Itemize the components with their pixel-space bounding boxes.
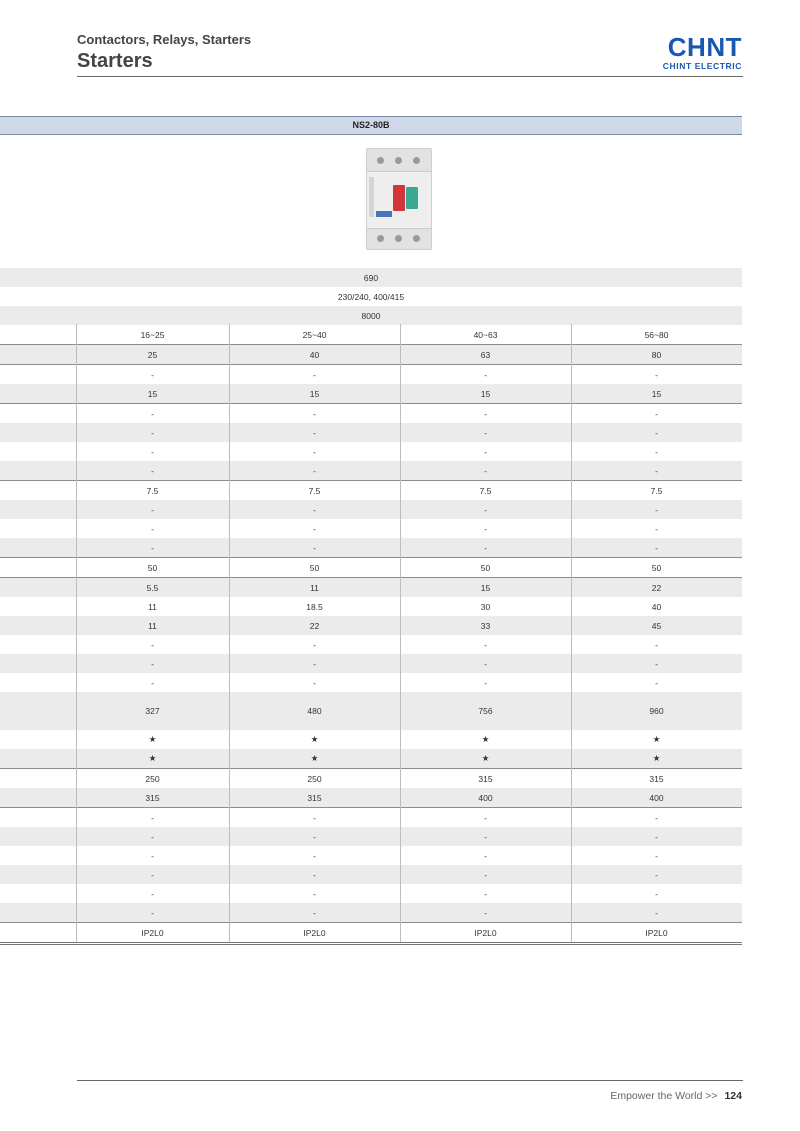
table-cell: ★ <box>481 753 490 763</box>
column-divider <box>76 324 77 942</box>
table-cell: - <box>313 542 316 553</box>
table-cell: - <box>484 465 487 476</box>
table-cell: - <box>151 812 154 823</box>
table-cell: 7.5 <box>479 485 492 496</box>
table-cell: - <box>151 504 154 515</box>
table-cell: 7.5 <box>308 485 321 496</box>
table-cell: ★ <box>481 734 490 744</box>
spec-table <box>0 268 742 945</box>
terminal-screw <box>413 157 420 164</box>
table-row <box>0 325 742 345</box>
table-cell: - <box>655 369 658 380</box>
table-cell: - <box>151 869 154 880</box>
table-cell: 11 <box>310 582 319 593</box>
table-row <box>0 365 742 384</box>
table-row <box>0 749 742 769</box>
table-cell: ★ <box>652 734 661 744</box>
table-row <box>0 827 742 846</box>
table-cell: 25~40 <box>302 329 327 340</box>
table-row <box>0 673 742 692</box>
table-row <box>0 730 742 749</box>
table-cell: 15 <box>309 388 320 399</box>
table-cell: - <box>313 869 316 880</box>
table-cell: - <box>484 658 487 669</box>
table-cell: - <box>655 523 658 534</box>
table-cell: - <box>151 658 154 669</box>
table-cell: 16~25 <box>140 329 165 340</box>
table-row <box>0 558 742 578</box>
table-cell: 33 <box>480 620 491 631</box>
table-cell: 315 <box>307 792 322 803</box>
table-cell: 15 <box>147 388 158 399</box>
table-cell: - <box>313 408 316 419</box>
table-row <box>0 808 742 827</box>
table-cell: - <box>151 523 154 534</box>
table-cell: - <box>313 831 316 842</box>
table-cell: 400 <box>649 792 664 803</box>
table-cell: 960 <box>649 706 664 716</box>
table-row <box>0 635 742 654</box>
table-cell: - <box>655 542 658 553</box>
table-cell: - <box>151 850 154 861</box>
table-cell: - <box>151 446 154 457</box>
table-cell: 315 <box>478 773 493 784</box>
table-cell: - <box>313 504 316 515</box>
table-cell: - <box>151 542 154 553</box>
table-body <box>0 325 742 945</box>
table-row <box>0 500 742 519</box>
table-row <box>0 597 742 616</box>
table-cell: 22 <box>651 582 662 593</box>
table-cell: - <box>655 658 658 669</box>
table-row <box>0 923 742 945</box>
table-row <box>0 345 742 365</box>
table-cell: - <box>313 812 316 823</box>
table-cell: - <box>313 850 316 861</box>
table-cell: - <box>655 504 658 515</box>
table-cell: - <box>151 427 154 438</box>
table-cell: 480 <box>307 706 322 716</box>
table-cell: - <box>484 639 487 650</box>
table-cell: - <box>484 888 487 899</box>
table-cell: 15 <box>480 388 491 399</box>
table-cell: - <box>313 658 316 669</box>
table-cell: - <box>313 907 316 918</box>
common-value: 690 <box>363 272 379 283</box>
table-row <box>0 423 742 442</box>
column-divider <box>571 324 572 942</box>
table-cell: - <box>655 465 658 476</box>
table-cell: 50 <box>309 562 320 573</box>
table-cell: ★ <box>310 734 319 744</box>
logo-subtext: CHINT ELECTRIC <box>662 61 742 71</box>
table-cell: - <box>484 850 487 861</box>
table-cell: 50 <box>480 562 491 573</box>
table-cell: ★ <box>148 753 157 763</box>
logo-mark: CHNT <box>667 32 742 62</box>
footer-rule <box>77 1080 743 1081</box>
model-header: NS2-80B <box>0 116 742 135</box>
table-cell: ★ <box>148 734 157 744</box>
table-cell: - <box>151 888 154 899</box>
table-cell: 756 <box>478 706 493 716</box>
table-cell: - <box>151 408 154 419</box>
terminal-screw <box>413 235 420 242</box>
table-cell: - <box>484 427 487 438</box>
table-cell: 11 <box>148 601 157 612</box>
table-cell: - <box>313 888 316 899</box>
table-cell: - <box>484 907 487 918</box>
logo <box>663 34 742 71</box>
table-cell: - <box>313 677 316 688</box>
page-title: Starters <box>77 50 153 72</box>
table-cell: - <box>655 869 658 880</box>
common-value: 230/240, 400/415 <box>337 291 405 302</box>
table-cell: - <box>655 850 658 861</box>
product-brand-label <box>376 211 392 217</box>
header-rule <box>77 76 743 77</box>
table-row <box>0 865 742 884</box>
table-cell: - <box>484 504 487 515</box>
table-cell: - <box>655 831 658 842</box>
product-image <box>366 148 432 250</box>
terminal-screw <box>395 157 402 164</box>
table-cell: 15 <box>480 582 491 593</box>
table-cell: - <box>655 408 658 419</box>
table-cell: - <box>655 907 658 918</box>
table-cell: - <box>313 465 316 476</box>
table-row <box>0 461 742 481</box>
section-subtitle: Contactors, Relays, Starters <box>77 32 252 47</box>
table-cell: 80 <box>651 349 662 360</box>
table-cell: - <box>484 677 487 688</box>
table-cell: 40 <box>651 601 662 612</box>
table-cell: 50 <box>147 562 158 573</box>
table-cell: - <box>313 446 316 457</box>
stop-button-red <box>393 185 405 211</box>
table-row <box>0 519 742 538</box>
table-cell: 50 <box>651 562 662 573</box>
table-cell: 63 <box>480 349 491 360</box>
table-cell: 250 <box>145 773 160 784</box>
footer-tagline: Empower the World <box>610 1090 703 1102</box>
table-cell: 15 <box>651 388 662 399</box>
table-row <box>0 442 742 461</box>
table-cell: IP2L0 <box>141 927 164 938</box>
table-row <box>0 884 742 903</box>
page-number: 124 <box>724 1090 742 1102</box>
start-button-green <box>406 187 418 209</box>
table-cell: 22 <box>309 620 320 631</box>
table-cell: - <box>484 542 487 553</box>
column-divider <box>229 324 230 942</box>
table-cell: 7.5 <box>650 485 663 496</box>
table-cell: - <box>151 369 154 380</box>
table-cell: 40 <box>309 349 320 360</box>
table-cell: - <box>484 831 487 842</box>
table-row <box>0 788 742 808</box>
table-cell: - <box>313 369 316 380</box>
table-cell: - <box>151 677 154 688</box>
table-cell: 7.5 <box>146 485 159 496</box>
footer-arrows: >> <box>705 1090 718 1102</box>
table-cell: - <box>655 427 658 438</box>
table-cell: - <box>313 427 316 438</box>
product-side-rail <box>369 177 374 217</box>
table-cell: - <box>655 888 658 899</box>
table-row <box>0 846 742 865</box>
terminal-screw <box>395 235 402 242</box>
table-cell: 30 <box>480 601 491 612</box>
table-cell: - <box>484 523 487 534</box>
table-cell: - <box>655 639 658 650</box>
table-cell: - <box>484 812 487 823</box>
table-cell: - <box>151 639 154 650</box>
table-cell: - <box>655 812 658 823</box>
table-row-common <box>0 268 742 287</box>
table-row <box>0 481 742 500</box>
table-row <box>0 578 742 597</box>
footer <box>610 1090 742 1102</box>
table-cell: IP2L0 <box>645 927 668 938</box>
table-cell: 25 <box>147 349 158 360</box>
table-cell: - <box>484 408 487 419</box>
table-cell: - <box>313 639 316 650</box>
table-row <box>0 404 742 423</box>
table-cell: 45 <box>651 620 662 631</box>
table-cell: - <box>484 869 487 880</box>
table-cell: 18.5 <box>306 601 323 612</box>
table-cell: 40~63 <box>473 329 498 340</box>
table-cell: ★ <box>652 753 661 763</box>
table-cell: 11 <box>148 620 157 631</box>
table-cell: - <box>151 907 154 918</box>
table-row <box>0 769 742 788</box>
table-cell: 56~80 <box>644 329 669 340</box>
table-cell: 315 <box>649 773 664 784</box>
column-divider <box>400 324 401 942</box>
table-cell: - <box>151 465 154 476</box>
table-cell: ★ <box>310 753 319 763</box>
table-row <box>0 538 742 558</box>
table-row-common <box>0 306 742 325</box>
terminal-screw <box>377 157 384 164</box>
table-cell: 327 <box>145 706 160 716</box>
table-row <box>0 692 742 730</box>
table-cell: - <box>484 369 487 380</box>
table-cell: 5.5 <box>146 582 159 593</box>
table-cell: - <box>484 446 487 457</box>
table-row <box>0 384 742 404</box>
table-cell: IP2L0 <box>474 927 497 938</box>
common-value: 8000 <box>361 310 381 321</box>
table-row <box>0 903 742 923</box>
table-cell: 315 <box>145 792 160 803</box>
terminal-screw <box>377 235 384 242</box>
table-cell: - <box>655 677 658 688</box>
table-cell: 400 <box>478 792 493 803</box>
table-cell: 250 <box>307 773 322 784</box>
table-row-common <box>0 287 742 306</box>
table-cell: - <box>151 831 154 842</box>
table-cell: - <box>313 523 316 534</box>
table-cell: - <box>655 446 658 457</box>
table-row <box>0 654 742 673</box>
table-row <box>0 616 742 635</box>
table-cell: IP2L0 <box>303 927 326 938</box>
